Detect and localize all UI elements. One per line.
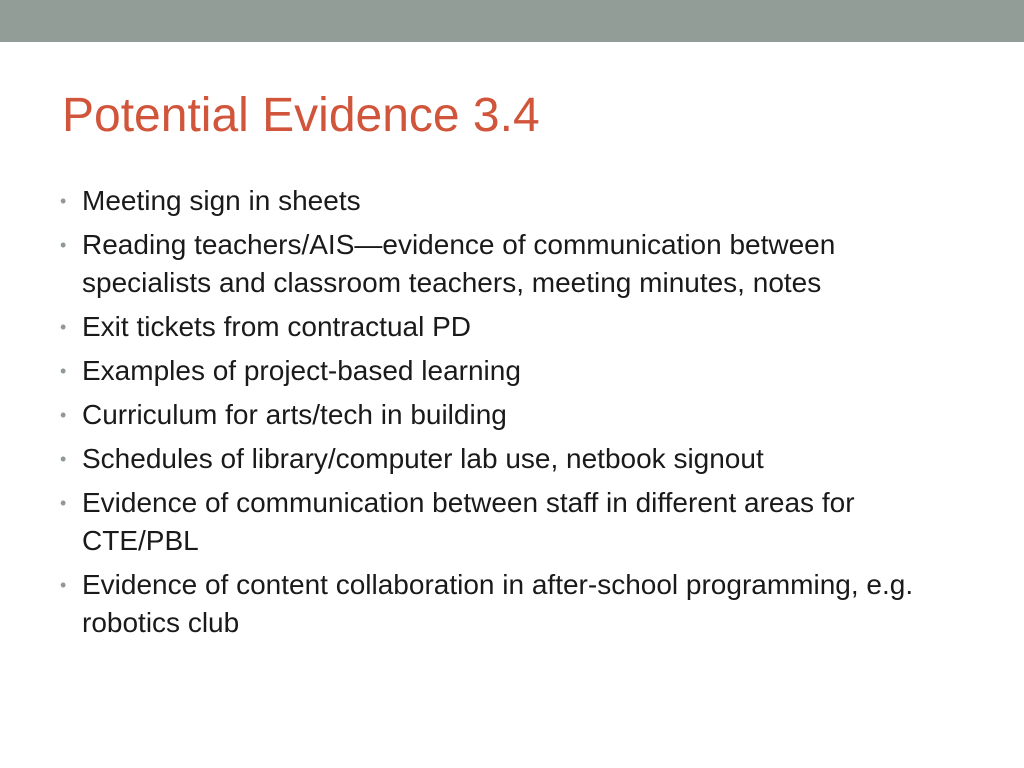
bullet-text: Exit tickets from contractual PD	[82, 311, 472, 342]
bullet-item-curriculum-arts-tech	[60, 396, 960, 434]
bullet-icon: •	[60, 449, 67, 469]
slide-title: Potential Evidence 3.4	[62, 89, 540, 142]
bullet-icon: •	[60, 575, 67, 595]
bullet-text: Curriculum for arts/tech in building	[82, 399, 507, 430]
bullet-list	[60, 182, 960, 648]
bullet-icon: •	[60, 317, 67, 337]
bullet-icon: •	[60, 191, 67, 211]
bullet-item-reading-teachers	[60, 226, 960, 302]
bullet-item-project-based-learning	[60, 352, 960, 390]
bullet-icon: •	[60, 235, 67, 255]
bullet-text: Evidence of communication between staff in different areas for CTE/PBL	[82, 487, 855, 556]
bullet-text: Meeting sign in sheets	[82, 185, 361, 216]
bullet-item-exit-tickets	[60, 308, 960, 346]
bullet-icon: •	[60, 493, 67, 513]
bullet-item-staff-communication	[60, 484, 960, 560]
bullet-item-meeting-sign-in	[60, 182, 960, 220]
top-accent-bar	[0, 0, 1024, 42]
bullet-text: Examples of project-based learning	[82, 355, 521, 386]
bullet-icon: •	[60, 405, 67, 425]
bullet-item-content-collaboration	[60, 566, 960, 642]
bullet-text: Evidence of content collaboration in after-school programming, e.g. robotics club	[82, 569, 914, 638]
bullet-text: Reading teachers/AIS—evidence of communication between specialists and classroom teachers, meeting minutes, notes	[82, 229, 836, 298]
bullet-icon: •	[60, 361, 67, 381]
bullet-item-schedules	[60, 440, 960, 478]
bullet-text: Schedules of library/computer lab use, netbook signout	[82, 443, 764, 474]
